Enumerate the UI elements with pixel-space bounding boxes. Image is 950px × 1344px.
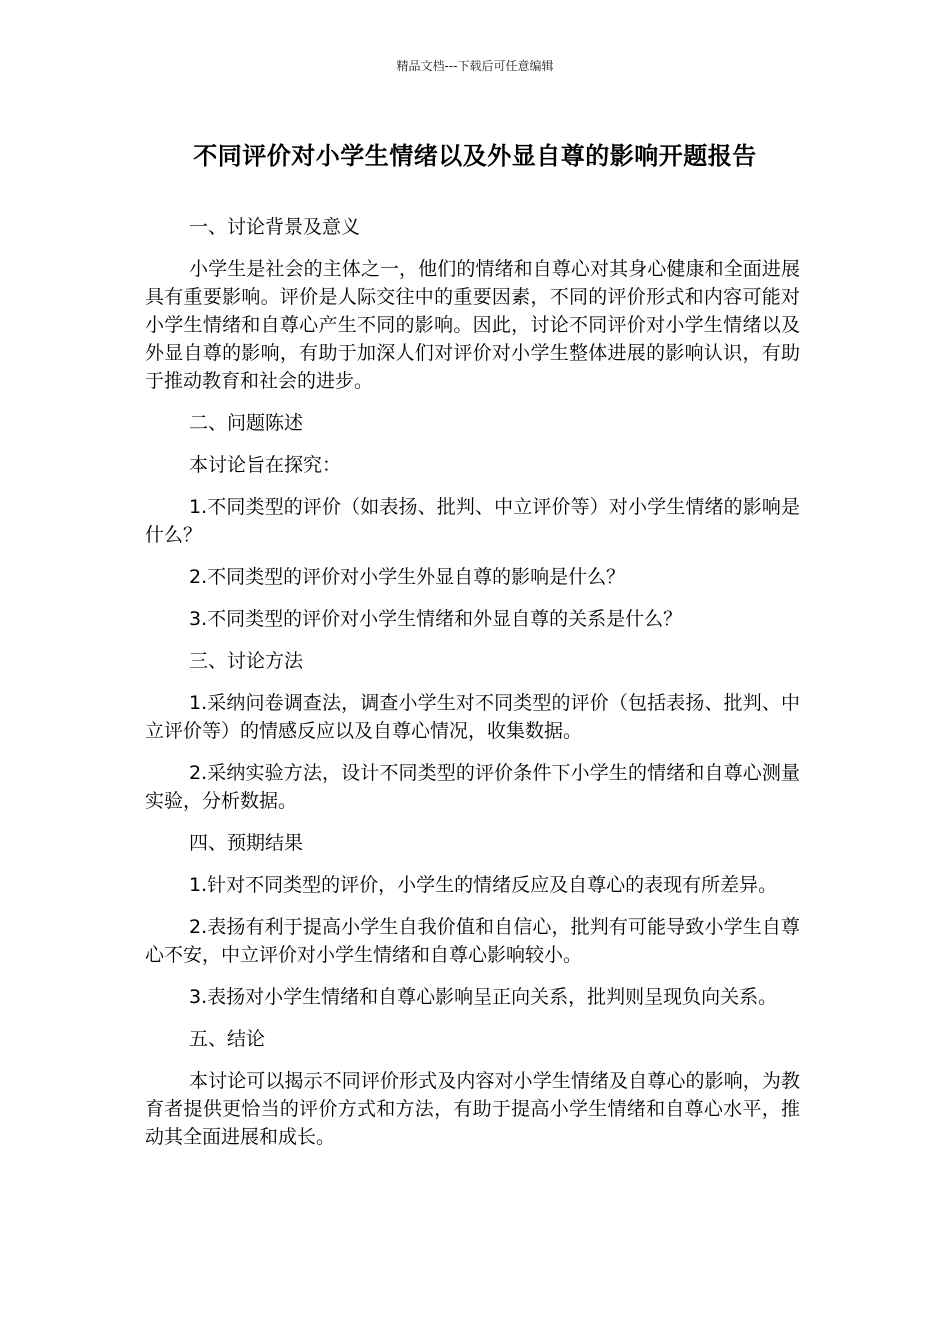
question-item-3: 3.不同类型的评价对小学生情绪和外显自尊的关系是什么？ <box>189 608 683 630</box>
result-item-1: 1.针对不同类型的评价，小学生的情绪反应及自尊心的表现有所差异。 <box>189 874 778 896</box>
section-heading-methods: 三、讨论方法 <box>189 650 304 672</box>
page-header: 精品文档---下载后可任意编辑 <box>396 59 554 73</box>
method-item-2: 2.采纳实验方法，设计不同类型的评价条件下小学生的情绪和自尊心测量实验，分析数据。 <box>145 762 800 812</box>
document-title: 不同评价对小学生情绪以及外显自尊的影响开题报告 <box>193 142 757 170</box>
section-heading-problem: 二、问题陈述 <box>189 412 304 434</box>
question-item-1: 1.不同类型的评价（如表扬、批判、中立评价等）对小学生情绪的影响是什么？ <box>145 496 800 546</box>
section-heading-expected-results: 四、预期结果 <box>189 832 304 854</box>
paragraph-problem-intro: 本讨论旨在探究： <box>189 454 342 476</box>
question-item-2: 2.不同类型的评价对小学生外显自尊的影响是什么？ <box>189 566 626 588</box>
result-item-3: 3.表扬对小学生情绪和自尊心影响呈正向关系，批判则呈现负向关系。 <box>189 986 778 1008</box>
section-heading-background: 一、讨论背景及意义 <box>189 216 361 238</box>
section-heading-conclusion: 五、结论 <box>189 1028 266 1050</box>
paragraph-background: 小学生是社会的主体之一，他们的情绪和自尊心对其身心健康和全面进展具有重要影响。评价是人际交往中的重要因素，不同的评价形式和内容可能对小学生情绪和自尊心产生不同的影响。因此，讨论不同评价对小学生情绪以及外显自尊的影响，有助于加深人们对评价对小学生整体进展的影响认识，有助于推动教育和社会的进步。 <box>145 258 800 392</box>
paragraph-conclusion: 本讨论可以揭示不同评价形式及内容对小学生情绪及自尊心的影响，为教育者提供更恰当的评价方式和方法，有助于提高小学生情绪和自尊心水平，推动其全面进展和成长。 <box>145 1070 800 1148</box>
result-item-2: 2.表扬有利于提高小学生自我价值和自信心，批判有可能导致小学生自尊心不安，中立评价对小学生情绪和自尊心影响较小。 <box>145 916 800 966</box>
document-body <box>145 213 800 1165</box>
method-item-1: 1.采纳问卷调查法，调查小学生对不同类型的评价（包括表扬、批判、中立评价等）的情感反应以及自尊心情况，收集数据。 <box>145 692 800 742</box>
